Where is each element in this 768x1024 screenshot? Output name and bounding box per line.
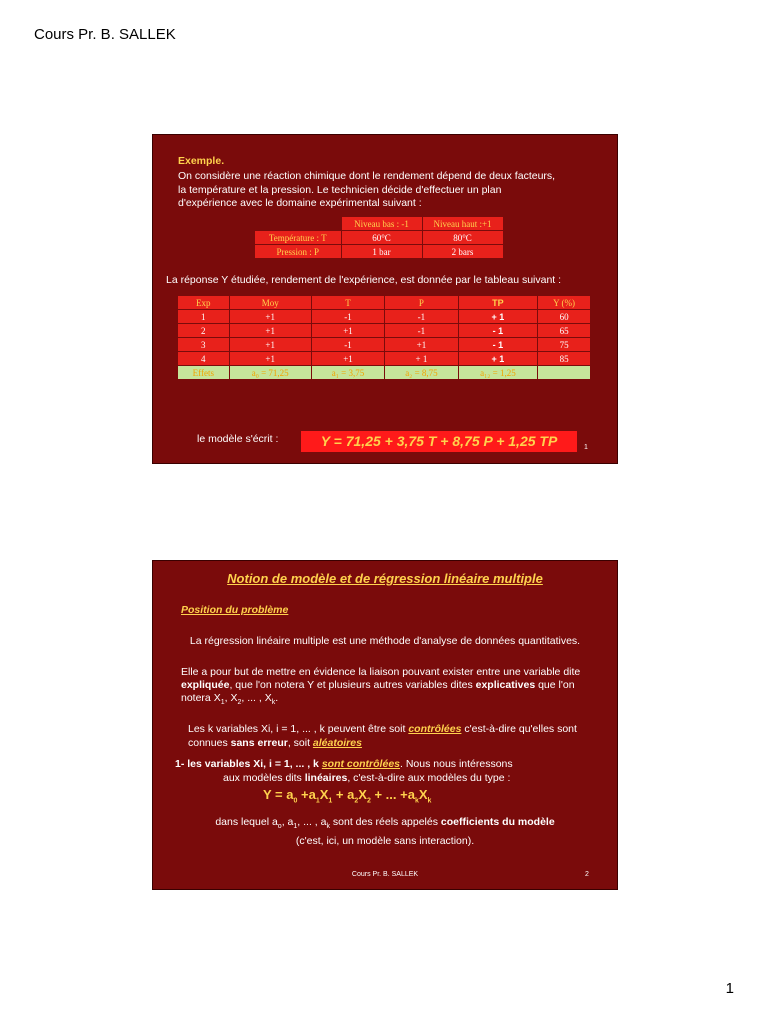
paragraph: Elle a pour but de mettre en évidence la liaison pouvant exister entre une variable dite expliquée, que l'on notera Y et plusieurs autres variables dites explicatives que l'on notera $X_1$, $X_2$, ... , $X_k$. (181, 666, 581, 707)
slide-title: Notion de modèle et de régression linéaire multiple (227, 571, 543, 586)
results-table (177, 295, 591, 380)
table-cell: 4 (178, 352, 230, 366)
table-header: Moy (229, 296, 311, 310)
table-cell: +1 (229, 352, 311, 366)
table-cell: 85 (538, 352, 591, 366)
table-header: TP (458, 296, 538, 310)
table-cell: +1 (229, 338, 311, 352)
row-label: Pression : P (255, 245, 342, 259)
intro-line: la température et la pression. Le technicien décide d'effectuer un plan (178, 183, 502, 196)
row-label: Température : T (255, 231, 342, 245)
intro-line: On considère une réaction chimique dont le rendement dépend de deux facteurs, (178, 170, 556, 182)
paragraph: dans lequel $a_o$, $a_1$, ... , $a_k$ sont des réels appelés coefficients du modèle (c'est, ici, un modèle sans interaction). (215, 816, 555, 848)
table-cell: + 1 (458, 310, 538, 324)
table-header: Y (%) (538, 296, 591, 310)
table-cell: - 1 (458, 338, 538, 352)
table-row (178, 338, 591, 352)
table-header: Niveau haut :+1 (422, 217, 503, 231)
table-cell: Effets (178, 366, 230, 380)
page-number: 1 (725, 980, 734, 997)
table-cell: 75 (538, 338, 591, 352)
table-cell: + 1 (385, 352, 458, 366)
table-cell: -1 (311, 310, 384, 324)
table-cell: -1 (385, 324, 458, 338)
paragraph: La régression linéaire multiple est une méthode d'analyse de données quantitatives. (189, 635, 581, 647)
table-row (178, 324, 591, 338)
table-cell: a₀ = 71,25 (229, 366, 311, 380)
model-label: le modèle s'écrit : (197, 433, 279, 445)
table-cell: 1 bar (341, 245, 422, 259)
table-header: Niveau bas : -1 (341, 217, 422, 231)
table-cell: 65 (538, 324, 591, 338)
response-text: La réponse Y étudiée, rendement de l'expérience, est donnée par le tableau suivant : (166, 274, 562, 286)
table-cell: 80°C (422, 231, 503, 245)
table-cell: 2 (178, 324, 230, 338)
table-header: Exp (178, 296, 230, 310)
slide-subtitle: Position du problème (181, 604, 289, 616)
paragraph: 1- les variables Xi, i = 1, ... , k sont contrôlées. Nous nous intéressons aux modèles dits linéaires, c'est-à-dire aux modèles du type : (175, 758, 513, 784)
table-cell: -1 (385, 310, 458, 324)
table-cell (538, 366, 591, 380)
slide-number: 1 (584, 444, 588, 451)
table-cell: + 1 (458, 352, 538, 366)
table-cell: -1 (311, 338, 384, 352)
model-equation: Y = 71,25 + 3,75 T + 8,75 P + 1,25 TP (301, 431, 577, 452)
table-cell: +1 (311, 352, 384, 366)
slide-1 (152, 134, 618, 464)
table-cell: a₁ = 3,75 (311, 366, 384, 380)
table-cell: 1 (178, 310, 230, 324)
table-cell: +1 (229, 310, 311, 324)
slide-footer: Cours Pr. B. SALLEK (351, 871, 419, 878)
table-header: T (311, 296, 384, 310)
paragraph: Les k variables Xi, i = 1, ... , k peuvent être soit contrôlées c'est-à-dire qu'elles sont connues sans erreur, soit aléatoires (188, 723, 577, 749)
table-cell: - 1 (458, 324, 538, 338)
table-row (178, 310, 591, 324)
page-header: Cours Pr. B. SALLEK (34, 26, 176, 43)
table-header: P (385, 296, 458, 310)
table-cell: 60°C (341, 231, 422, 245)
intro-line: d'expérience avec le domaine expérimental suivant : (178, 197, 422, 209)
table-cell: 2 bars (422, 245, 503, 259)
model-equation: $Y = a_0 +a_1X_1 + a_2X_2$ + ... $+a_kX_k$ (263, 787, 432, 805)
slide-title: Exemple. (178, 155, 225, 167)
domain-table (254, 216, 504, 259)
slide-2 (152, 560, 618, 890)
table-cell: +1 (229, 324, 311, 338)
table-cell: 60 (538, 310, 591, 324)
table-cell: a₂ = 8,75 (385, 366, 458, 380)
table-row (178, 352, 591, 366)
slide-intro (178, 170, 603, 211)
slide-number: 2 (585, 871, 589, 878)
effects-row (178, 366, 591, 380)
table-cell: a₁₂ = 1,25 (458, 366, 538, 380)
table-cell: +1 (385, 338, 458, 352)
table-cell: +1 (311, 324, 384, 338)
table-cell: 3 (178, 338, 230, 352)
